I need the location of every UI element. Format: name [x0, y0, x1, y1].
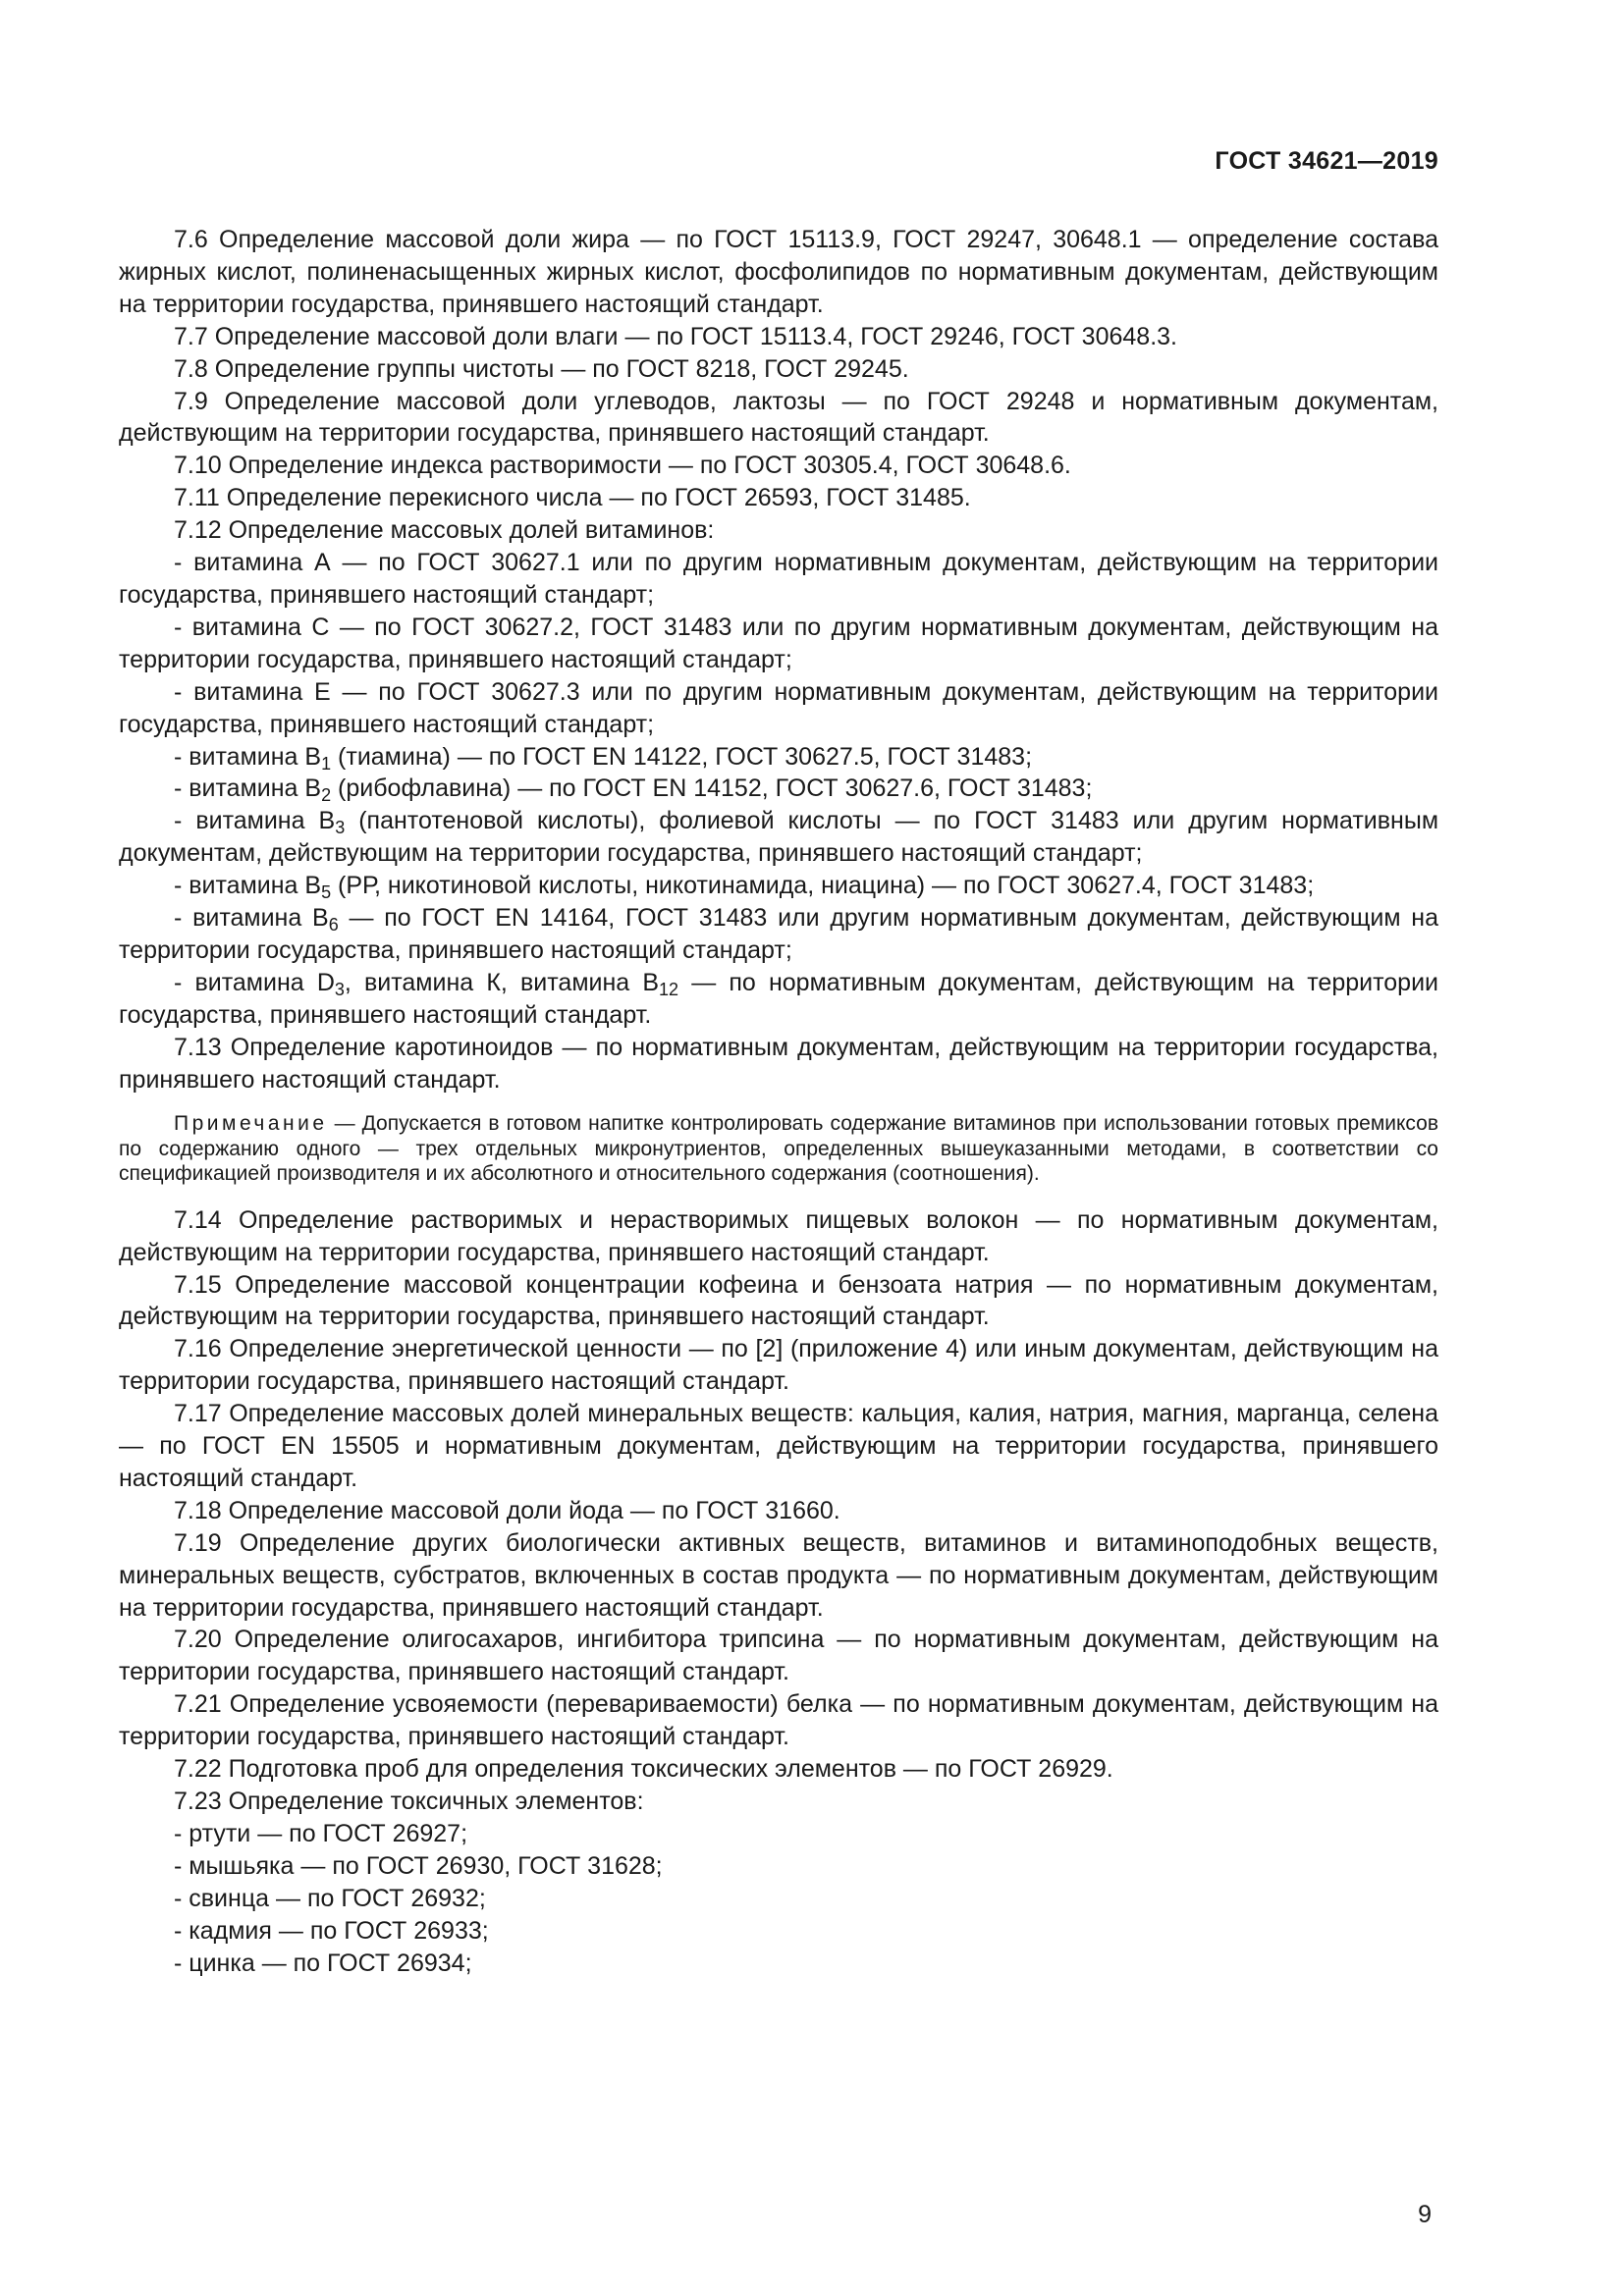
paragraph: 7.7 Определение массовой доли влаги — по ГОСТ 15113.4, ГОСТ 29246, ГОСТ 30648.3. — [174, 322, 1177, 350]
paragraph: 7.8 Определение группы чистоты — по ГОСТ 8218, ГОСТ 29245. — [174, 354, 909, 383]
text-segment: (рибофлавина) — по ГОСТ EN 14152, ГОСТ 30627.6, ГОСТ 31483; — [331, 774, 1093, 803]
list-item — [119, 902, 1438, 967]
text-segment: , витамина К, витамина В — [344, 968, 660, 996]
text-segment: - витамина D — [174, 968, 335, 996]
list-item — [119, 773, 1438, 805]
paragraph: 7.14 Определение растворимых и нерастворимых пищевых волокон — по нормативным документам, действующим на территории государства, принявшего настоящий стандарт. — [119, 1205, 1438, 1266]
list-item: - ртути — по ГОСТ 26927; — [174, 1819, 468, 1847]
text-segment: (РР, никотиновой кислоты, никотинамида, ниацина) — по ГОСТ 30627.4, ГОСТ 31483; — [331, 872, 1315, 900]
subscript: 2 — [321, 785, 332, 806]
page-number: 9 — [1418, 2201, 1432, 2228]
subscript: 3 — [334, 979, 345, 999]
list-item: - цинка — по ГОСТ 26934; — [174, 1949, 472, 1977]
subscript: 1 — [321, 753, 332, 774]
note-text: — Допускается в готовом напитке контролировать содержание витаминов при использовании готовых премиксов по содержанию одного — трех отдельных микронутриентов, определенных вышеуказанными методами, в соответствии со спецификацией производителя и их абсолютного и относительного содержания (соотношения). — [119, 1112, 1438, 1186]
list-item: - витамина С — по ГОСТ 30627.2, ГОСТ 31483 или по другим нормативным документам, действующим на территории государства, принявшего настоящий стандарт; — [119, 613, 1438, 673]
list-item — [119, 870, 1438, 902]
document-body — [119, 224, 1438, 1979]
paragraph: 7.18 Определение массовой доли йода — по ГОСТ 31660. — [174, 1496, 840, 1524]
paragraph: 7.9 Определение массовой доли углеводов, лактозы — по ГОСТ 29248 и нормативным документам, действующим на территории государства, принявшего настоящий стандарт. — [119, 387, 1438, 448]
paragraph: 7.22 Подготовка проб для определения токсических элементов — по ГОСТ 26929. — [174, 1755, 1113, 1784]
paragraph: 7.20 Определение олигосахаров, ингибитора трипсина — по нормативным документам, действующим на территории государства, принявшего настоящий стандарт. — [119, 1626, 1438, 1686]
paragraph: 7.11 Определение перекисного числа — по ГОСТ 26593, ГОСТ 31485. — [174, 484, 971, 512]
text-segment: (пантотеновой кислоты), фолиевой кислоты — по ГОСТ 31483 или другим нормативным документам, действующим на территории государства, принявшего настоящий стандарт; — [119, 807, 1439, 868]
list-item: - витамина А — по ГОСТ 30627.1 или по другим нормативным документам, действующим на территории государства, принявшего настоящий стандарт; — [119, 549, 1438, 609]
paragraph: 7.10 Определение индекса растворимости — по ГОСТ 30305.4, ГОСТ 30648.6. — [174, 452, 1071, 480]
subscript: 5 — [321, 882, 332, 903]
subscript: 3 — [335, 818, 346, 838]
paragraph: 7.13 Определение каротиноидов — по нормативным документам, действующим на территории государства, принявшего настоящий стандарт. — [119, 1033, 1438, 1094]
list-item: - мышьяка — по ГОСТ 26930, ГОСТ 31628; — [174, 1851, 663, 1880]
list-item: - кадмия — по ГОСТ 26933; — [174, 1916, 489, 1945]
paragraph: 7.19 Определение других биологически активных веществ, витаминов и витаминоподобных веществ, минеральных веществ, субстратов, включенных в состав продукта — по нормативным документам, действующим на территории государства, принявшего настоящий стандарт. — [119, 1528, 1438, 1622]
list-item — [119, 967, 1438, 1032]
text-segment: - витамина В — [174, 774, 322, 803]
paragraph: 7.21 Определение усвояемости (перевариваемости) белка — по нормативным документам, действующим на территории государства, принявшего настоящий стандарт. — [119, 1690, 1438, 1751]
note-label: Примечание — [174, 1112, 328, 1136]
paragraph: 7.17 Определение массовых долей минеральных веществ: кальция, калия, натрия, магния, марганца, селена — по ГОСТ EN 15505 и нормативным документам, действующим на территории государства, принявшего настоящий стандарт. — [119, 1400, 1438, 1492]
text-segment: - витамина В — [174, 904, 329, 933]
list-item — [119, 805, 1438, 870]
text-segment: — по нормативным документам, действующим на территории государства, принявшего настоящий стандарт. — [119, 968, 1439, 1029]
list-item: - свинца — по ГОСТ 26932; — [174, 1884, 486, 1912]
paragraph: 7.16 Определение энергетической ценности — по [2] (приложение 4) или иным документам, действующим на территории государства, принявшего настоящий стандарт. — [119, 1335, 1438, 1396]
text-segment: - витамина В — [174, 872, 322, 900]
text-segment: - витамина В — [174, 742, 322, 771]
note-paragraph — [119, 1111, 1438, 1186]
list-item: - витамина Е — по ГОСТ 30627.3 или по другим нормативным документам, действующим на территории государства, принявшего настоящий стандарт; — [119, 677, 1438, 738]
document-header: ГОСТ 34621—2019 — [1215, 147, 1438, 175]
paragraph: 7.23 Определение токсичных элементов: — [174, 1788, 644, 1815]
paragraph: 7.12 Определение массовых долей витаминов: — [174, 516, 715, 545]
paragraph: 7.6 Определение массовой доли жира — по ГОСТ 15113.9, ГОСТ 29247, 30648.1 — определение состава жирных кислот, полиненасыщенных жирных кислот, фосфолипидов по нормативным документам, действующим на территории государства, принявшего настоящий стандарт. — [119, 226, 1438, 318]
text-segment: — по ГОСТ EN 14164, ГОСТ 31483 или другим нормативным документам, действующим на территории государства, принявшего настоящий стандарт; — [119, 904, 1439, 964]
paragraph: 7.15 Определение массовой концентрации кофеина и бензоата натрия — по нормативным документам, действующим на территории государства, принявшего настоящий стандарт. — [119, 1270, 1438, 1331]
list-item — [119, 741, 1438, 774]
text-segment: (тиамина) — по ГОСТ EN 14122, ГОСТ 30627.5, ГОСТ 31483; — [331, 742, 1033, 771]
subscript: 6 — [328, 915, 339, 935]
text-segment: - витамина В — [174, 807, 336, 835]
subscript: 12 — [659, 979, 679, 999]
